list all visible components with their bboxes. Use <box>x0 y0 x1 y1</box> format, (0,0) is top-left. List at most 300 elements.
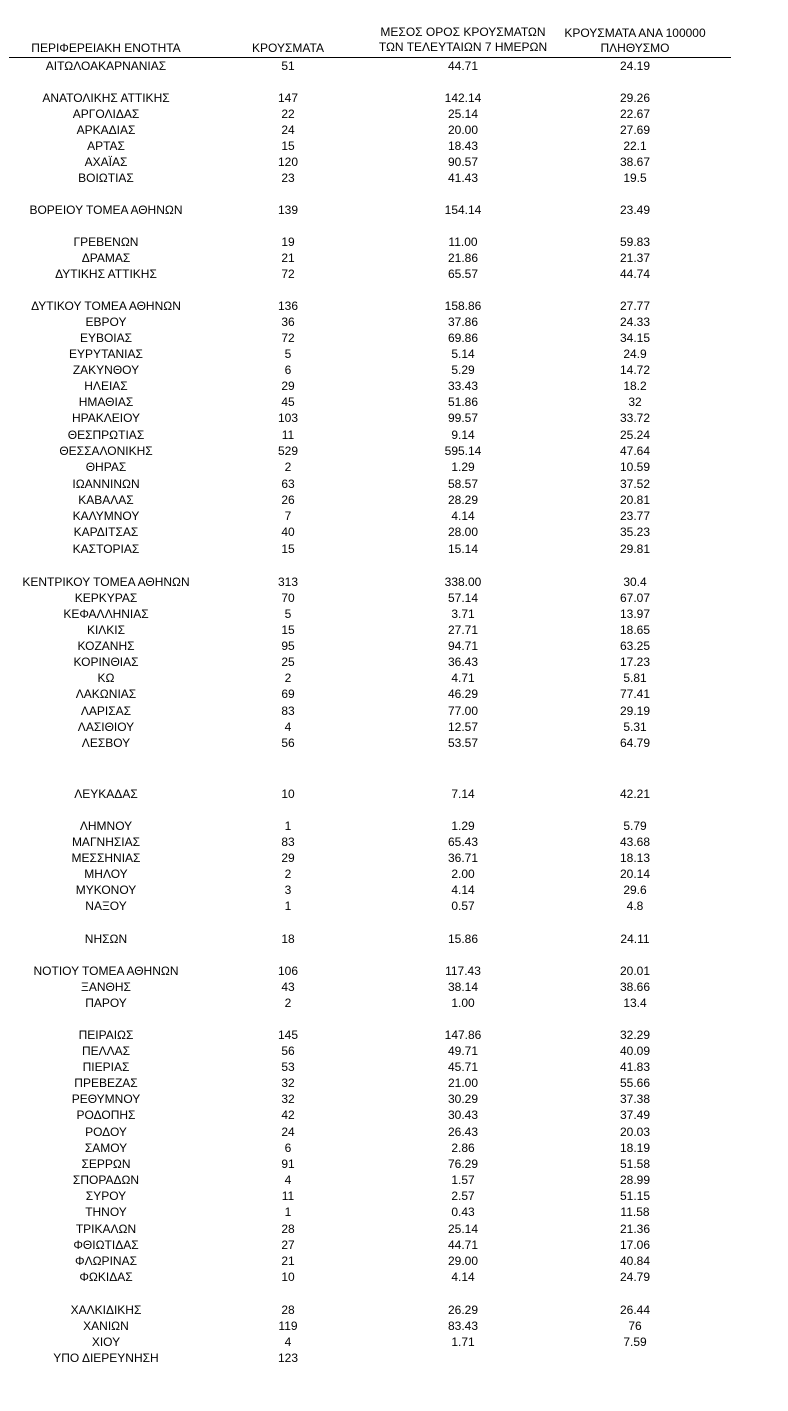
header-cases-per-100k <box>545 26 725 56</box>
cases-cell: 32 <box>281 1076 295 1090</box>
cases-per-100k-cell: 29.81 <box>619 542 651 556</box>
cases-cell: 103 <box>277 411 299 425</box>
region-cell: ΑΙΤΩΛΟΑΚΑΡΝΑΝΙΑΣ <box>45 59 167 73</box>
region-cell: ΛΑΣΙΘΙΟΥ <box>77 720 135 734</box>
region-cell: ΕΥΒΟΙΑΣ <box>79 331 133 345</box>
table-row <box>0 476 788 492</box>
cases-per-100k-cell: 20.81 <box>619 493 651 507</box>
seven-day-average-cell: 5.14 <box>451 347 475 361</box>
seven-day-average-cell: 4.14 <box>451 509 475 523</box>
cases-cell: 4 <box>284 1173 292 1187</box>
table-row <box>0 266 788 282</box>
table-row <box>0 719 788 735</box>
cases-cell: 21 <box>281 1254 295 1268</box>
table-row <box>0 1043 788 1059</box>
table-row <box>0 138 788 154</box>
region-cell: ΦΩΚΙΔΑΣ <box>79 1270 133 1284</box>
seven-day-average-cell: 38.14 <box>447 980 479 994</box>
table-row <box>0 654 788 670</box>
seven-day-average-cell: 83.43 <box>447 1319 479 1333</box>
table-row <box>0 1156 788 1172</box>
region-cell: ΠΕΙΡΑΙΩΣ <box>78 1028 134 1042</box>
table-row <box>0 670 788 686</box>
seven-day-average-cell: 4.14 <box>451 1270 475 1284</box>
table-row <box>0 1237 788 1253</box>
seven-day-average-cell: 65.57 <box>447 267 479 281</box>
table-row <box>0 931 788 947</box>
cases-per-100k-cell: 7.59 <box>623 1335 647 1349</box>
region-cell: ΗΛΕΙΑΣ <box>84 379 128 393</box>
table-row <box>0 250 788 266</box>
cases-per-100k-cell: 23.49 <box>619 203 651 217</box>
cases-cell: 29 <box>281 379 295 393</box>
table-row <box>0 735 788 751</box>
cases-per-100k-cell: 28.99 <box>619 1173 651 1187</box>
cases-cell: 11 <box>281 428 295 442</box>
seven-day-average-cell: 7.14 <box>451 787 475 801</box>
seven-day-average-cell: 12.57 <box>447 720 479 734</box>
cases-cell: 119 <box>278 1319 298 1333</box>
seven-day-average-cell: 45.71 <box>447 1060 479 1074</box>
table-row <box>0 818 788 834</box>
cases-cell: 145 <box>277 1028 299 1042</box>
table-row <box>0 1350 788 1366</box>
cases-per-100k-cell: 23.77 <box>619 509 651 523</box>
region-cell: ΠΡΕΒΕΖΑΣ <box>74 1076 138 1090</box>
region-cell: ΜΑΓΝΗΣΙΑΣ <box>71 835 141 849</box>
table-row <box>0 1172 788 1188</box>
header-seven-day-average-line-1: ΜΕΣΟΣ ΟΡΟΣ ΚΡΟΥΣΜΑΤΩΝ <box>380 25 546 39</box>
seven-day-average-cell: 90.57 <box>447 155 479 169</box>
cases-cell: 72 <box>281 331 295 345</box>
seven-day-average-cell: 1.29 <box>451 819 475 833</box>
table-row <box>0 410 788 426</box>
region-cell: ΚΙΛΚΙΣ <box>86 623 126 637</box>
cases-per-100k-cell: 19.5 <box>623 171 647 185</box>
cases-per-100k-cell: 24.19 <box>619 59 651 73</box>
cases-per-100k-cell: 17.06 <box>619 1238 651 1252</box>
region-cell: ΕΒΡΟΥ <box>85 315 127 329</box>
table-row <box>0 1302 788 1318</box>
cases-per-100k-cell: 22.67 <box>619 107 651 121</box>
cases-per-100k-cell: 27.69 <box>619 123 651 137</box>
seven-day-average-cell: 69.86 <box>447 331 479 345</box>
seven-day-average-cell: 76.29 <box>447 1157 479 1171</box>
region-cell: ΤΗΝΟΥ <box>85 1205 127 1219</box>
cases-cell: 106 <box>277 964 299 978</box>
cases-cell: 24 <box>281 1125 295 1139</box>
region-cell: ΞΑΝΘΗΣ <box>81 980 131 994</box>
seven-day-average-cell: 15.14 <box>447 542 479 556</box>
cases-per-100k-cell: 38.67 <box>619 155 651 169</box>
seven-day-average-cell: 29.00 <box>447 1254 479 1268</box>
seven-day-average-cell: 2.86 <box>451 1141 475 1155</box>
cases-cell: 529 <box>277 444 299 458</box>
region-cell: ΔΡΑΜΑΣ <box>81 251 131 265</box>
region-cell: ΔΥΤΙΚΟΥ ΤΟΜΕΑ ΑΘΗΝΩΝ <box>31 299 181 313</box>
seven-day-average-cell: 4.71 <box>451 671 475 685</box>
cases-per-100k-cell: 22.1 <box>623 139 647 153</box>
cases-per-100k-cell: 59.83 <box>619 235 651 249</box>
region-cell: ΣΠΟΡΑΔΩΝ <box>72 1173 140 1187</box>
cases-cell: 6 <box>284 1141 292 1155</box>
table-row <box>0 1204 788 1220</box>
cases-per-100k-cell: 21.37 <box>619 251 651 265</box>
seven-day-average-cell: 26.29 <box>447 1303 479 1317</box>
cases-per-100k-cell: 20.14 <box>619 867 651 881</box>
seven-day-average-cell: 15.86 <box>447 932 479 946</box>
region-cell: ΘΕΣΠΡΩΤΙΑΣ <box>67 428 145 442</box>
table-row <box>0 703 788 719</box>
region-cell: ΒΟΡΕΙΟΥ ΤΟΜΕΑ ΑΘΗΝΩΝ <box>29 203 183 217</box>
header-cases-per-100k-line-1: ΚΡΟΥΣΜΑΤΑ ΑΝΑ 100000 <box>564 26 706 40</box>
region-cell: ΠΙΕΡΙΑΣ <box>82 1060 130 1074</box>
cases-cell: 28 <box>281 1303 295 1317</box>
cases-per-100k-cell: 24.79 <box>619 1270 651 1284</box>
seven-day-average-cell: 2.00 <box>451 867 475 881</box>
cases-per-100k-cell: 67.07 <box>619 591 651 605</box>
seven-day-average-cell: 1.57 <box>451 1173 475 1187</box>
region-cell: ΣΥΡΟΥ <box>85 1189 127 1203</box>
cases-per-100k-cell: 13.4 <box>623 996 647 1010</box>
cases-per-100k-cell: 27.77 <box>619 299 651 313</box>
region-cell: ΚΑΒΑΛΑΣ <box>78 493 134 507</box>
cases-per-100k-cell: 30.4 <box>623 575 647 589</box>
region-cell: ΛΑΡΙΣΑΣ <box>80 704 132 718</box>
seven-day-average-cell: 30.43 <box>447 1108 479 1122</box>
table-row <box>0 1140 788 1156</box>
cases-cell: 1 <box>284 899 292 913</box>
table-row <box>0 427 788 443</box>
table-row <box>0 834 788 850</box>
region-cell: ΚΑΡΔΙΤΣΑΣ <box>73 525 139 539</box>
region-cell: ΡΟΔΟΠΗΣ <box>76 1108 136 1122</box>
seven-day-average-cell: 33.43 <box>447 379 479 393</box>
cases-per-100k-cell: 47.64 <box>619 444 651 458</box>
table-row <box>0 606 788 622</box>
cases-cell: 36 <box>281 315 295 329</box>
cases-cell: 4 <box>284 720 292 734</box>
region-cell: ΣΕΡΡΩΝ <box>81 1157 131 1171</box>
cases-per-100k-cell: 26.44 <box>619 1303 651 1317</box>
cases-per-100k-cell: 18.13 <box>619 851 651 865</box>
table-row <box>0 1124 788 1140</box>
cases-per-100k-cell: 18.2 <box>623 379 647 393</box>
cases-cell: 3 <box>284 883 292 897</box>
region-cell: ΛΕΣΒΟΥ <box>81 736 131 750</box>
region-cell: ΒΟΙΩΤΙΑΣ <box>78 171 134 185</box>
cases-cell: 1 <box>284 1205 292 1219</box>
cases-per-100k-cell: 55.66 <box>619 1076 651 1090</box>
region-cell: ΑΡΤΑΣ <box>87 139 125 153</box>
seven-day-average-cell: 9.14 <box>451 428 475 442</box>
seven-day-average-cell: 26.43 <box>447 1125 479 1139</box>
region-cell: ΛΗΜΝΟΥ <box>79 819 133 833</box>
cases-cell: 18 <box>281 932 295 946</box>
cases-cell: 28 <box>281 1222 295 1236</box>
region-cell: ΘΕΣΣΑΛΟΝΙΚΗΣ <box>59 444 153 458</box>
region-cell: ΚΕΡΚΥΡΑΣ <box>74 591 138 605</box>
table-row <box>0 1318 788 1334</box>
cases-cell: 15 <box>281 139 295 153</box>
seven-day-average-cell: 44.71 <box>447 59 479 73</box>
cases-per-100k-cell: 51.15 <box>619 1189 651 1203</box>
cases-cell: 123 <box>277 1351 299 1365</box>
region-cell: ΓΡΕΒΕΝΩΝ <box>73 235 139 249</box>
cases-per-100k-cell: 41.83 <box>619 1060 651 1074</box>
table-row <box>0 541 788 557</box>
region-cell: ΦΘΙΩΤΙΔΑΣ <box>73 1238 139 1252</box>
header-seven-day-average <box>368 25 558 55</box>
cases-cell: 4 <box>284 1335 292 1349</box>
cases-cell: 23 <box>281 171 295 185</box>
cases-cell: 24 <box>281 123 295 137</box>
cases-per-100k-cell: 21.36 <box>619 1222 651 1236</box>
seven-day-average-cell: 58.57 <box>447 477 479 491</box>
cases-per-100k-cell: 32.29 <box>619 1028 651 1042</box>
region-cell: ΤΡΙΚΑΛΩΝ <box>75 1222 137 1236</box>
cases-cell: 120 <box>277 155 299 169</box>
table-row <box>0 106 788 122</box>
table-row <box>0 995 788 1011</box>
cases-per-100k-cell: 18.65 <box>619 623 651 637</box>
cases-per-100k-cell: 14.72 <box>619 363 651 377</box>
region-cell: ΙΩΑΝΝΙΝΩΝ <box>72 477 140 491</box>
table-row <box>0 786 788 802</box>
region-cell: ΛΑΚΩΝΙΑΣ <box>75 687 137 701</box>
cases-cell: 15 <box>281 623 295 637</box>
cases-cell: 19 <box>281 235 295 249</box>
seven-day-average-cell: 25.14 <box>447 1222 479 1236</box>
table-row <box>0 1269 788 1285</box>
cases-cell: 70 <box>281 591 295 605</box>
seven-day-average-cell: 338.00 <box>444 575 482 589</box>
table-row <box>0 1253 788 1269</box>
seven-day-average-cell: 1.29 <box>451 460 475 474</box>
cases-cell: 2 <box>284 671 292 685</box>
table-row <box>0 524 788 540</box>
seven-day-average-cell: 21.86 <box>447 251 479 265</box>
cases-cell: 56 <box>281 736 295 750</box>
seven-day-average-cell: 5.29 <box>451 363 475 377</box>
region-cell: ΣΑΜΟΥ <box>84 1141 128 1155</box>
region-cell: ΑΡΓΟΛΙΔΑΣ <box>72 107 140 121</box>
cases-cell: 56 <box>281 1044 295 1058</box>
seven-day-average-cell: 154.14 <box>444 203 482 217</box>
seven-day-average-cell: 27.71 <box>447 623 479 637</box>
table-row <box>0 1075 788 1091</box>
table-row <box>0 1091 788 1107</box>
seven-day-average-cell: 37.86 <box>447 315 479 329</box>
table-row <box>0 882 788 898</box>
region-cell: ΑΡΚΑΔΙΑΣ <box>76 123 136 137</box>
cases-per-100k-cell: 40.09 <box>619 1044 651 1058</box>
table-row <box>0 492 788 508</box>
table-row <box>0 979 788 995</box>
region-cell: ΠΑΡΟΥ <box>85 996 127 1010</box>
table-row <box>0 686 788 702</box>
cases-cell: 40 <box>281 525 295 539</box>
region-cell: ΜΥΚΟΝΟΥ <box>75 883 137 897</box>
cases-per-100k-cell: 4.8 <box>626 899 644 913</box>
region-cell: ΠΕΛΛΑΣ <box>81 1044 131 1058</box>
cases-per-100k-cell: 5.31 <box>623 720 647 734</box>
region-cell: ΝΑΞΟΥ <box>85 899 127 913</box>
cases-per-100k-cell: 63.25 <box>619 639 651 653</box>
cases-cell: 25 <box>281 655 295 669</box>
cases-per-100k-cell: 32 <box>628 395 642 409</box>
cases-per-100k-cell: 76 <box>628 1319 642 1333</box>
seven-day-average-cell: 99.57 <box>447 411 479 425</box>
cases-cell: 63 <box>281 477 295 491</box>
table-row <box>0 574 788 590</box>
region-cell: ΚΑΛΥΜΝΟΥ <box>72 509 140 523</box>
cases-cell: 10 <box>281 1270 295 1284</box>
cases-cell: 5 <box>284 347 292 361</box>
seven-day-average-cell: 21.00 <box>447 1076 479 1090</box>
seven-day-average-cell: 4.14 <box>451 883 475 897</box>
seven-day-average-cell: 595.14 <box>444 444 482 458</box>
cases-cell: 11 <box>281 1189 295 1203</box>
cases-per-100k-cell: 29.19 <box>619 704 651 718</box>
seven-day-average-cell: 142.14 <box>444 91 482 105</box>
region-cell: ΖΑΚΥΝΘΟΥ <box>72 363 140 377</box>
region-cell: ΑΧΑΪΑΣ <box>84 155 128 169</box>
region-cell: ΥΠΟ ΔΙΕΡΕΥΝΗΣΗ <box>53 1351 159 1365</box>
table-row <box>0 1027 788 1043</box>
cases-per-100k-cell: 13.97 <box>619 607 651 621</box>
cases-per-100k-cell: 10.59 <box>619 460 651 474</box>
cases-cell: 2 <box>284 867 292 881</box>
cases-cell: 139 <box>277 203 299 217</box>
cases-cell: 5 <box>284 607 292 621</box>
table-row <box>0 459 788 475</box>
region-cell: ΧΑΛΚΙΔΙΚΗΣ <box>70 1303 142 1317</box>
cases-cell: 6 <box>284 363 292 377</box>
table-row <box>0 443 788 459</box>
table-row <box>0 1221 788 1237</box>
region-cell: ΚΟΖΑΝΗΣ <box>77 639 135 653</box>
seven-day-average-cell: 11.00 <box>448 235 478 249</box>
table-row <box>0 590 788 606</box>
cases-per-100k-cell: 37.49 <box>619 1108 651 1122</box>
cases-per-100k-cell: 40.84 <box>619 1254 651 1268</box>
table-row <box>0 170 788 186</box>
table-row <box>0 330 788 346</box>
cases-cell: 26 <box>281 493 295 507</box>
seven-day-average-cell: 1.71 <box>451 1335 475 1349</box>
seven-day-average-cell: 57.14 <box>447 591 479 605</box>
region-cell: ΦΛΩΡΙΝΑΣ <box>75 1254 137 1268</box>
cases-cell: 313 <box>277 575 299 589</box>
seven-day-average-cell: 30.29 <box>447 1092 479 1106</box>
table-row <box>0 90 788 106</box>
table-row <box>0 508 788 524</box>
cases-cell: 45 <box>281 395 295 409</box>
seven-day-average-cell: 0.57 <box>451 899 475 913</box>
cases-per-100k-cell: 38.66 <box>619 980 651 994</box>
region-cell: ΡΕΘΥΜΝΟΥ <box>71 1092 141 1106</box>
table-row <box>0 378 788 394</box>
table-row <box>0 866 788 882</box>
table-row <box>0 58 788 74</box>
cases-per-100k-cell: 18.19 <box>619 1141 651 1155</box>
cases-per-100k-cell: 24.11 <box>620 932 650 946</box>
cases-cell: 29 <box>281 851 295 865</box>
table-row <box>0 850 788 866</box>
region-cell: ΝΟΤΙΟΥ ΤΟΜΕΑ ΑΘΗΝΩΝ <box>33 964 179 978</box>
cases-per-100k-cell: 17.23 <box>619 655 651 669</box>
cases-per-100k-cell: 64.79 <box>619 736 651 750</box>
table-row <box>0 1334 788 1350</box>
cases-cell: 53 <box>281 1060 295 1074</box>
region-cell: ΝΗΣΩΝ <box>84 932 128 946</box>
region-cell: ΜΗΛΟΥ <box>84 867 128 881</box>
region-cell: ΚΩ <box>97 671 115 685</box>
cases-cell: 69 <box>281 687 295 701</box>
seven-day-average-cell: 0.43 <box>451 1205 475 1219</box>
cases-cell: 83 <box>281 704 295 718</box>
seven-day-average-cell: 1.00 <box>451 996 475 1010</box>
table-row <box>0 963 788 979</box>
region-cell: ΧΑΝΙΩΝ <box>83 1319 129 1333</box>
seven-day-average-cell: 20.00 <box>447 123 479 137</box>
seven-day-average-cell: 65.43 <box>447 835 479 849</box>
cases-cell: 7 <box>284 509 292 523</box>
seven-day-average-cell: 25.14 <box>447 107 479 121</box>
header-cases: ΚΡΟΥΣΜΑΤΑ <box>252 41 324 55</box>
cases-cell: 32 <box>281 1092 295 1106</box>
region-cell: ΚΑΣΤΟΡΙΑΣ <box>72 542 140 556</box>
cases-per-100k-cell: 29.26 <box>619 91 651 105</box>
header-region: ΠΕΡΙΦΕΡΕΙΑΚΗ ΕΝΟΤΗΤΑ <box>31 41 181 55</box>
table-row <box>0 638 788 654</box>
table-row <box>0 234 788 250</box>
region-cell: ΜΕΣΣΗΝΙΑΣ <box>71 851 141 865</box>
cases-per-100k-cell: 44.74 <box>619 267 651 281</box>
header-seven-day-average-line-2: ΤΩΝ ΤΕΛΕΥΤΑΙΩΝ 7 ΗΜΕΡΩΝ <box>378 40 548 54</box>
region-cell: ΡΟΔΟΥ <box>85 1125 127 1139</box>
seven-day-average-cell: 117.43 <box>445 964 481 978</box>
cases-per-100k-cell: 77.41 <box>619 687 651 701</box>
seven-day-average-cell: 77.00 <box>447 704 479 718</box>
table-row <box>0 394 788 410</box>
region-cell: ΘΗΡΑΣ <box>85 460 127 474</box>
cases-per-100k-cell: 51.58 <box>619 1157 651 1171</box>
cases-per-100k-cell: 29.6 <box>623 883 647 897</box>
cases-per-100k-cell: 25.24 <box>619 428 651 442</box>
table-row <box>0 1188 788 1204</box>
cases-cell: 72 <box>281 267 295 281</box>
cases-per-100k-cell: 34.15 <box>619 331 651 345</box>
cases-cell: 2 <box>284 996 292 1010</box>
cases-per-100k-cell: 5.79 <box>623 819 647 833</box>
region-cell: ΚΕΦΑΛΛΗΝΙΑΣ <box>63 607 149 621</box>
cases-cell: 43 <box>281 980 295 994</box>
seven-day-average-cell: 28.29 <box>447 493 479 507</box>
seven-day-average-cell: 36.71 <box>447 851 479 865</box>
table-row <box>0 898 788 914</box>
table-row <box>0 346 788 362</box>
cases-cell: 27 <box>281 1238 295 1252</box>
header-cases-per-100k-line-2: ΠΛΗΘΥΣΜΟ <box>600 41 670 55</box>
cases-cell: 22 <box>281 107 295 121</box>
cases-cell: 10 <box>281 787 295 801</box>
cases-per-100k-cell: 20.01 <box>619 964 651 978</box>
cases-cell: 1 <box>284 819 292 833</box>
table-row <box>0 1107 788 1123</box>
region-cell: ΕΥΡΥΤΑΝΙΑΣ <box>69 347 143 361</box>
